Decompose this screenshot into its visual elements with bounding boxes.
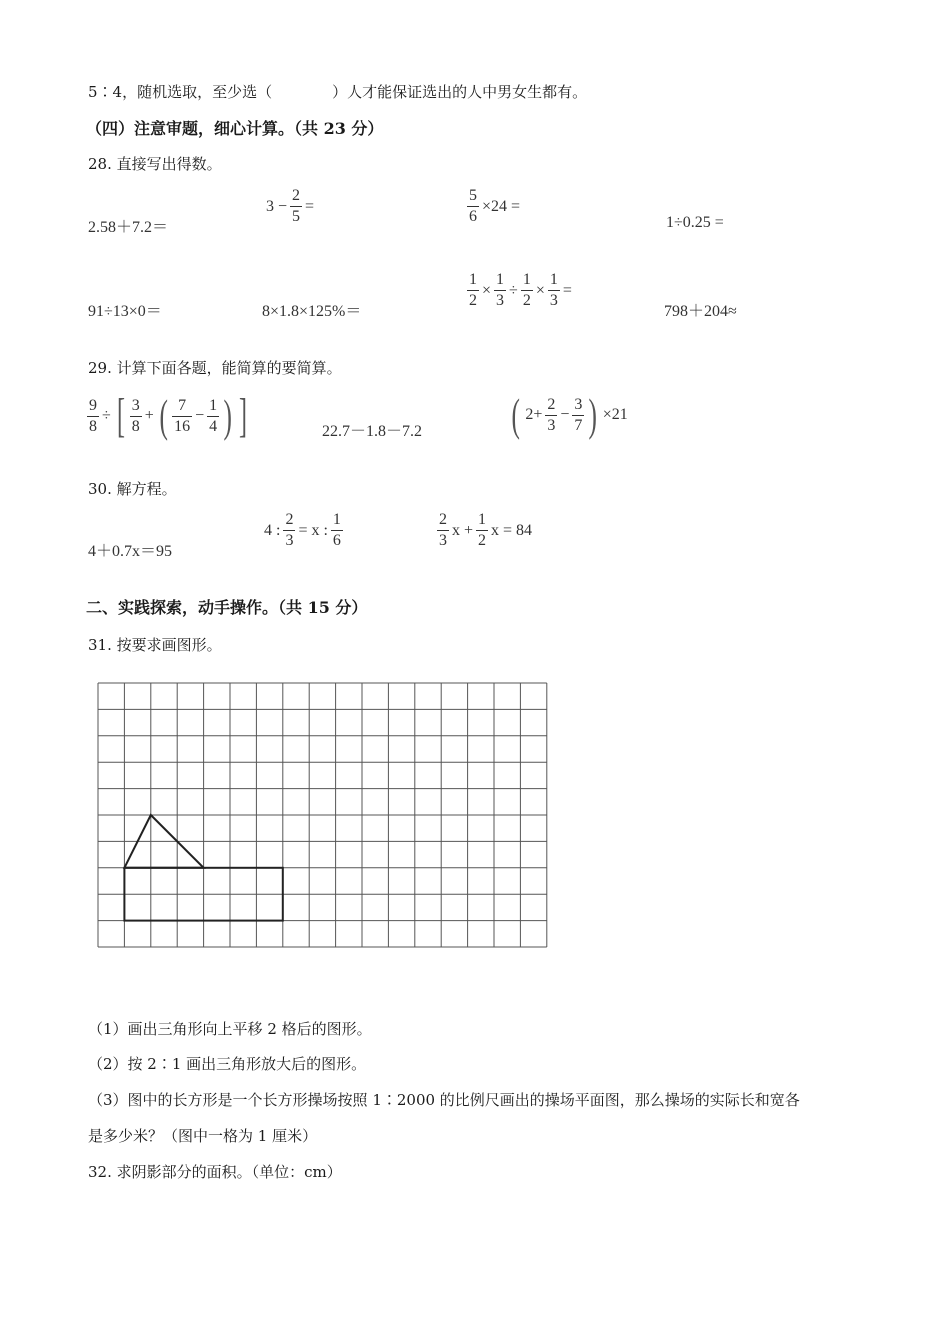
- fraction-denominator: 2: [478, 532, 487, 549]
- fraction-numerator: 1: [476, 512, 488, 531]
- q28-expr-5: 91÷13×0＝: [88, 303, 162, 320]
- q29-expr-1: [86, 389, 251, 442]
- fraction-denominator: 7: [574, 416, 583, 434]
- right-bracket: ]: [239, 389, 248, 442]
- grid-lines: [98, 683, 547, 947]
- fraction-denominator: 8: [89, 417, 97, 435]
- fraction-denominator: 16: [174, 417, 191, 435]
- operand: 4 :: [264, 521, 281, 539]
- operator: x = 84: [491, 521, 533, 539]
- fraction-denominator: 8: [131, 417, 140, 435]
- question-31-title: 31. 按要求画图形。: [88, 636, 222, 654]
- question-28-title: 28. 直接写出得数。: [88, 155, 222, 173]
- fraction-numerator: 3: [130, 398, 142, 417]
- q30-equation-3: [436, 512, 534, 549]
- q28-expr-2-minus: −: [278, 197, 288, 215]
- q28-expr-3: [466, 188, 522, 225]
- fraction-denominator: 2: [522, 292, 531, 309]
- question-30-title: 30. 解方程。: [88, 480, 177, 498]
- fraction-denominator: 6: [332, 532, 341, 549]
- fraction-denominator: 3: [547, 416, 556, 434]
- operator: =: [562, 281, 572, 299]
- fraction: [572, 397, 584, 434]
- operator: ÷: [509, 281, 518, 299]
- fraction-numerator: 1: [548, 272, 560, 291]
- fraction-numerator: 5: [467, 188, 479, 207]
- section-4-title: （四）注意审题，细心计算。（共 23 分）: [86, 119, 384, 138]
- q28-expr-2: [264, 188, 316, 225]
- fraction: [494, 272, 506, 309]
- fraction-denominator: 3: [285, 532, 294, 549]
- fraction-numerator: 2: [545, 397, 557, 416]
- question-29-title: 29. 计算下面各题，能简算的要简算。: [88, 359, 342, 377]
- fraction-denominator: 5: [292, 208, 301, 225]
- q29-expr-3: [508, 389, 630, 440]
- q28-expr-1: 2.58＋7.2＝: [88, 219, 169, 236]
- fraction-denominator: 3: [439, 532, 447, 549]
- drawing-grid[interactable]: [96, 681, 550, 951]
- q28-expr-2-fraction: [290, 188, 302, 225]
- fraction-numerator: 2: [290, 188, 302, 207]
- q31-subquestion-3-line-1: （3）图中的长方形是一个长方形操场按照 1∶2000 的比例尺画出的操场平面图，那么操场的实际长和宽各: [88, 1091, 800, 1109]
- fraction: [207, 398, 219, 435]
- operator: ×: [535, 281, 545, 299]
- q28-expr-2-a: 3: [266, 197, 274, 215]
- fraction-denominator: 3: [549, 292, 558, 309]
- operator: ×: [482, 281, 492, 299]
- left-paren: (: [511, 389, 520, 440]
- fraction-numerator: 1: [494, 272, 506, 291]
- q28-expr-7: [466, 272, 574, 309]
- left-bracket: [: [116, 389, 125, 442]
- q28-expr-6: 8×1.8×125%＝: [262, 303, 362, 320]
- fraction-numerator: 2: [283, 512, 295, 531]
- fraction: [87, 398, 99, 435]
- fraction: [283, 512, 295, 549]
- fraction: [476, 512, 488, 549]
- fraction: [545, 397, 557, 434]
- right-paren: ): [223, 390, 233, 441]
- operator: −: [560, 406, 570, 423]
- q30-equation-2: [262, 512, 344, 549]
- fraction: [548, 272, 560, 309]
- fraction-numerator: 9: [87, 398, 99, 417]
- fraction-numerator: 2: [437, 512, 449, 531]
- operator: ÷: [102, 407, 111, 424]
- fraction-numerator: 3: [572, 397, 584, 416]
- fraction: [467, 272, 479, 309]
- question-32-title: 32. 求阴影部分的面积。（单位：cm）: [88, 1163, 342, 1181]
- fraction-numerator: 1: [467, 272, 479, 291]
- fraction-numerator: 1: [331, 512, 343, 531]
- fraction-numerator: 1: [521, 272, 533, 291]
- fraction: [521, 272, 533, 309]
- q31-subquestion-3-line-2: 是多少米？（图中一格为 1 厘米）: [88, 1127, 318, 1145]
- fraction: [130, 398, 142, 435]
- operator: ×21: [602, 406, 628, 423]
- operand: 2+: [525, 406, 543, 423]
- operator: +: [144, 407, 154, 424]
- q29-expr-2: 22.7－1.8－7.2: [322, 423, 423, 440]
- q28-expr-3-rest: ×24 =: [482, 197, 521, 215]
- fraction-denominator: 6: [469, 208, 477, 225]
- operator: = x :: [298, 521, 328, 539]
- section-2-title: 二、实践探索，动手操作。（共 15 分）: [86, 598, 368, 617]
- fraction-denominator: 3: [496, 292, 505, 309]
- q28-expr-4: 1÷0.25 =: [666, 214, 724, 231]
- q28-expr-8: 798＋204≈: [664, 303, 737, 320]
- q30-equation-1: 4＋0.7x＝95: [88, 543, 173, 560]
- q31-subquestion-2: （2）按 2∶1 画出三角形放大后的图形。: [88, 1055, 367, 1073]
- right-paren: ): [588, 389, 598, 440]
- fraction-denominator: 4: [209, 417, 218, 435]
- q28-expr-2-equals: =: [305, 197, 315, 215]
- question-27-continuation: 5∶4，随机选取，至少选（ ）人才能保证选出的人中男女生都有。: [88, 83, 588, 101]
- q28-expr-3-fraction: [467, 188, 479, 225]
- left-paren: (: [159, 390, 168, 441]
- fraction: [172, 398, 192, 435]
- fraction-denominator: 2: [469, 292, 477, 309]
- fraction-numerator: 7: [172, 398, 192, 417]
- fraction: [437, 512, 449, 549]
- operator: −: [195, 407, 205, 424]
- operator: x +: [452, 521, 474, 539]
- fraction: [331, 512, 343, 549]
- q31-subquestion-1: （1）画出三角形向上平移 2 格后的图形。: [88, 1020, 372, 1038]
- fraction-numerator: 1: [207, 398, 219, 417]
